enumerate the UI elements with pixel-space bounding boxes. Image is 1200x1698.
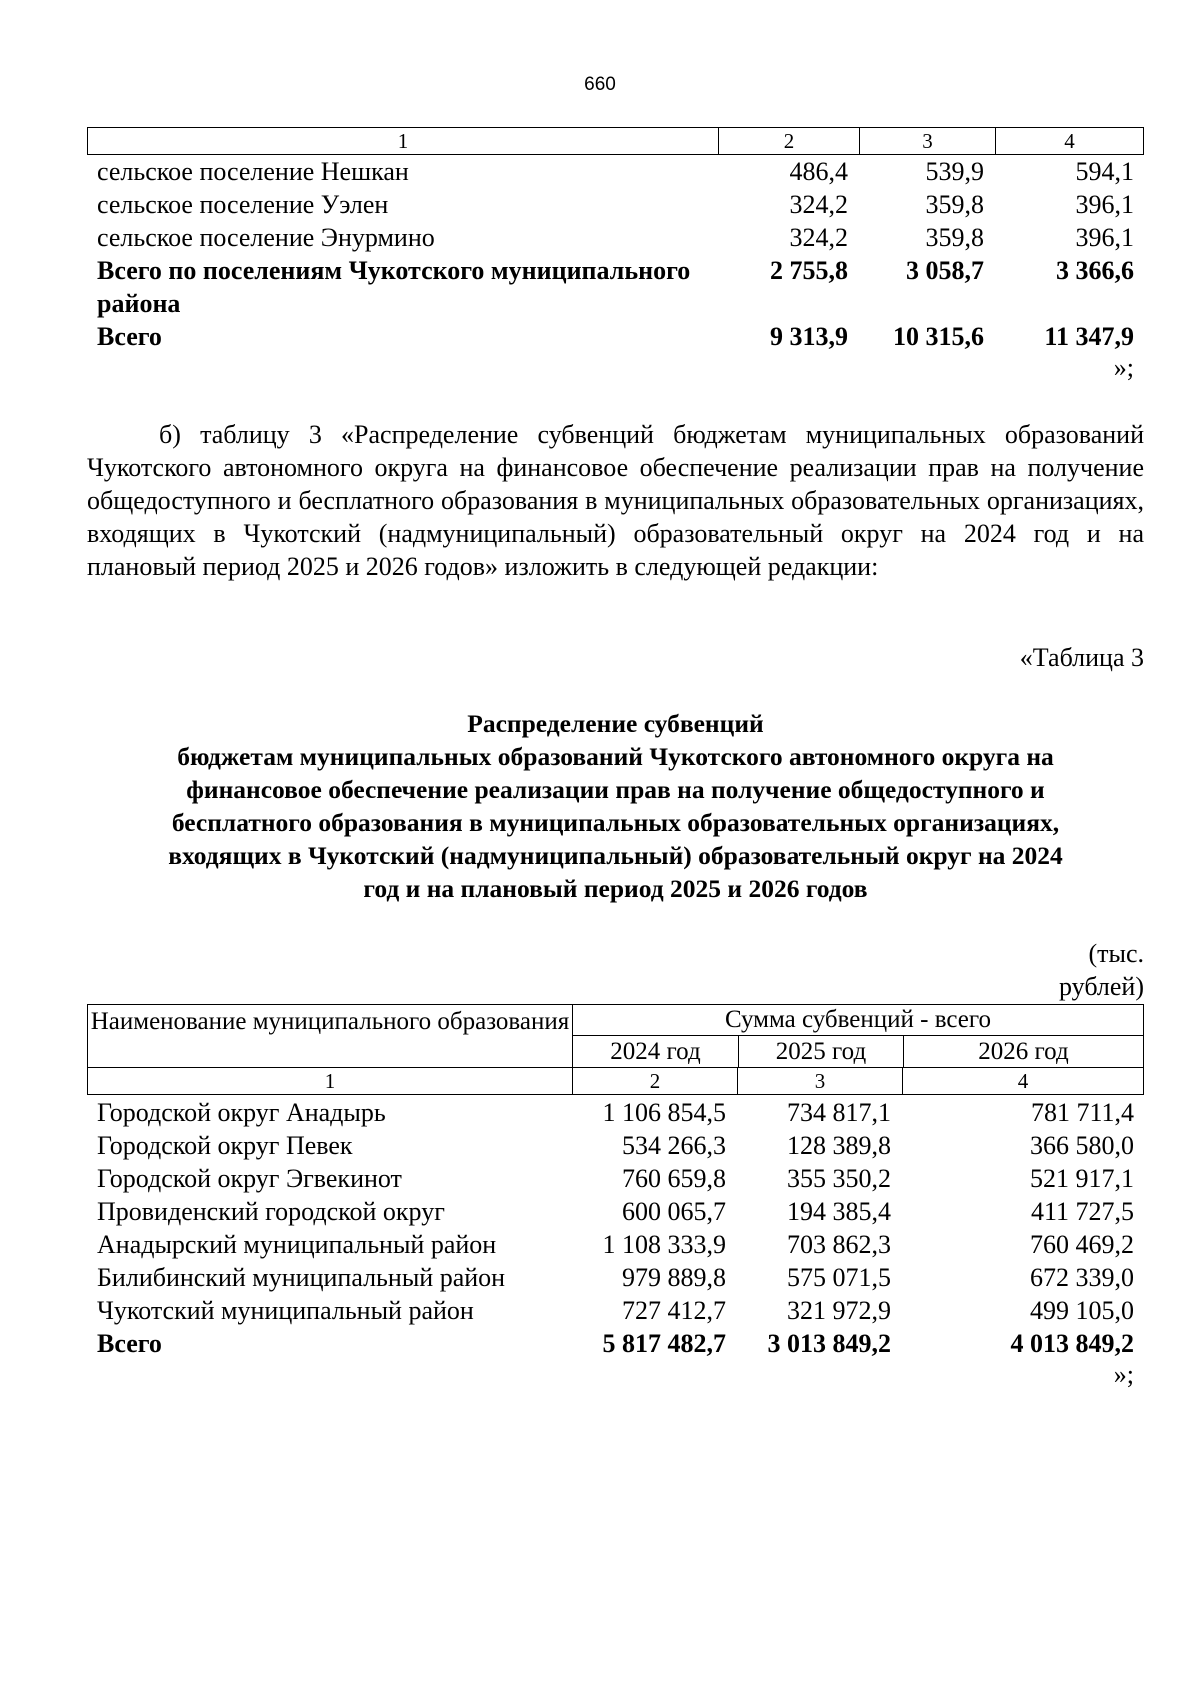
col-number: 3 <box>737 1068 902 1094</box>
cell-value: 734 817,1 <box>787 1098 891 1127</box>
col-number: 4 <box>902 1068 1143 1094</box>
cell-value: 979 889,8 <box>622 1263 726 1292</box>
table-1-col-number: 1 <box>397 129 409 153</box>
cell-value: 521 917,1 <box>1030 1164 1134 1193</box>
cell-value: 600 065,7 <box>622 1197 726 1226</box>
title-line: финансовое обеспечение реализации прав на получение общедоступного и <box>186 775 1045 804</box>
title-line: бюджетам муниципальных образований Чукотского автономного округа на <box>177 742 1054 771</box>
table-1-closing: »; <box>1113 353 1134 382</box>
table-row <box>87 221 1144 254</box>
cell-value: 594,1 <box>1075 157 1134 186</box>
cell-value: 539,9 <box>925 157 984 186</box>
cell-name: Провиденский городской округ <box>97 1197 445 1226</box>
cell-value: 194 385,4 <box>787 1197 891 1226</box>
cell-value: 359,8 <box>925 223 984 252</box>
cell-value: 5 817 482,7 <box>602 1329 726 1358</box>
cell-value: 396,1 <box>1075 223 1134 252</box>
cell-name: Городской округ Эгвекинот <box>97 1164 402 1193</box>
cell-name: Чукотский муниципальный район <box>97 1296 474 1325</box>
title-line: год и на плановый период 2025 и 2026 годов <box>363 874 868 903</box>
cell-value: 359,8 <box>925 190 984 219</box>
table-3 <box>87 1004 1144 1390</box>
col-number: 2 <box>572 1068 737 1094</box>
cell-name: Анадырский муниципальный район <box>97 1230 497 1259</box>
cell-value: 760 469,2 <box>1030 1230 1134 1259</box>
cell-value: 324,2 <box>789 223 848 252</box>
cell-value: 3 058,7 <box>906 256 984 285</box>
cell-name: Всего <box>97 322 162 351</box>
table-1-header <box>87 127 1144 155</box>
table-row <box>87 1162 1144 1195</box>
amendment-paragraph <box>87 418 1144 583</box>
cell-name: сельское поселение Нешкан <box>97 157 409 186</box>
cell-value: 703 862,3 <box>787 1230 891 1259</box>
header-name: Наименование муниципального образования <box>90 1008 570 1035</box>
cell-value: 1 108 333,9 <box>602 1230 726 1259</box>
cell-value: 1 106 854,5 <box>602 1098 726 1127</box>
amendment-text: б) таблицу 3 «Распределение субвенций бюджетам муниципальных образований Чукотского автономного округа на финансовое обеспечение реализации прав на получение общедоступного и бесплатного образования в муниципальных образовательных организациях, входящих в Чукотский (надмуниципальный) образовательный округ на 2024 год и на плановый период 2025 и 2026 годов» изложить в следующей редакции: <box>87 420 1144 581</box>
header-year: 2026 год <box>903 1036 1143 1067</box>
cell-name: Билибинский муниципальный район <box>97 1263 506 1292</box>
cell-value: 534 266,3 <box>622 1131 726 1160</box>
table-row <box>87 1195 1144 1228</box>
cell-name: сельское поселение Энурмино <box>97 223 435 252</box>
table-row <box>87 1096 1144 1129</box>
cell-value: 11 347,9 <box>1044 322 1134 351</box>
table-1-col-number: 3 <box>859 128 995 154</box>
cell-value: 575 071,5 <box>787 1263 891 1292</box>
cell-value: 760 659,8 <box>622 1164 726 1193</box>
cell-value: 324,2 <box>789 190 848 219</box>
table-1 <box>87 127 1144 383</box>
cell-value: 3 013 849,2 <box>767 1329 891 1358</box>
page-number: 660 <box>584 74 616 95</box>
cell-value: 396,1 <box>1075 190 1134 219</box>
cell-name: Городской округ Анадырь <box>97 1098 386 1127</box>
total-row <box>87 320 1144 353</box>
cell-value: 672 339,0 <box>1030 1263 1134 1292</box>
units-note <box>1059 937 1144 1003</box>
cell-value: 486,4 <box>789 157 848 186</box>
total-row <box>87 254 1144 320</box>
table-row <box>87 1261 1144 1294</box>
cell-value: 781 711,4 <box>1030 1098 1134 1127</box>
total-row <box>87 1327 1144 1360</box>
table-row <box>87 188 1144 221</box>
units-line: (тыс. <box>1088 939 1144 968</box>
cell-value: 355 350,2 <box>787 1164 891 1193</box>
cell-value: 3 366,6 <box>1056 256 1134 285</box>
col-number: 1 <box>324 1069 336 1093</box>
cell-value: 321 972,9 <box>787 1296 891 1325</box>
table-1-col-number: 4 <box>995 128 1143 154</box>
header-year: 2024 год <box>610 1038 701 1065</box>
table-1-body <box>87 155 1144 353</box>
table-3-title <box>87 707 1144 905</box>
table-3-header <box>87 1004 1144 1095</box>
header-year: 2025 год <box>738 1036 903 1067</box>
table-3-closing: »; <box>1113 1360 1134 1389</box>
table-label: «Таблица 3 <box>1019 643 1144 672</box>
table-1-col-number: 2 <box>718 128 859 154</box>
title-line: входящих в Чукотский (надмуниципальный) образовательный округ на 2024 <box>168 841 1063 870</box>
cell-value: 499 105,0 <box>1030 1296 1134 1325</box>
cell-value: 411 727,5 <box>1030 1197 1134 1226</box>
table-3-body <box>87 1095 1144 1360</box>
cell-value: 727 412,7 <box>622 1296 726 1325</box>
cell-value: 9 313,9 <box>770 322 848 351</box>
table-row <box>87 1129 1144 1162</box>
cell-value: 10 315,6 <box>893 322 984 351</box>
title-line: бесплатного образования в муниципальных образовательных организациях, <box>171 808 1060 837</box>
cell-name: Всего <box>97 1329 162 1358</box>
units-line: рублей) <box>1059 972 1144 1001</box>
cell-value: 4 013 849,2 <box>1010 1329 1134 1358</box>
cell-value: 2 755,8 <box>770 256 848 285</box>
title-line: Распределение субвенций <box>467 709 764 738</box>
cell-value: 366 580,0 <box>1030 1131 1134 1160</box>
table-row <box>87 155 1144 188</box>
cell-value: 128 389,8 <box>787 1131 891 1160</box>
table-row <box>87 1294 1144 1327</box>
header-sum: Сумма субвенций - всего <box>724 1006 992 1033</box>
cell-name: Всего по поселениям Чукотского муниципального района <box>97 256 691 318</box>
cell-name: сельское поселение Уэлен <box>97 190 389 219</box>
table-row <box>87 1228 1144 1261</box>
cell-name: Городской округ Певек <box>97 1131 353 1160</box>
